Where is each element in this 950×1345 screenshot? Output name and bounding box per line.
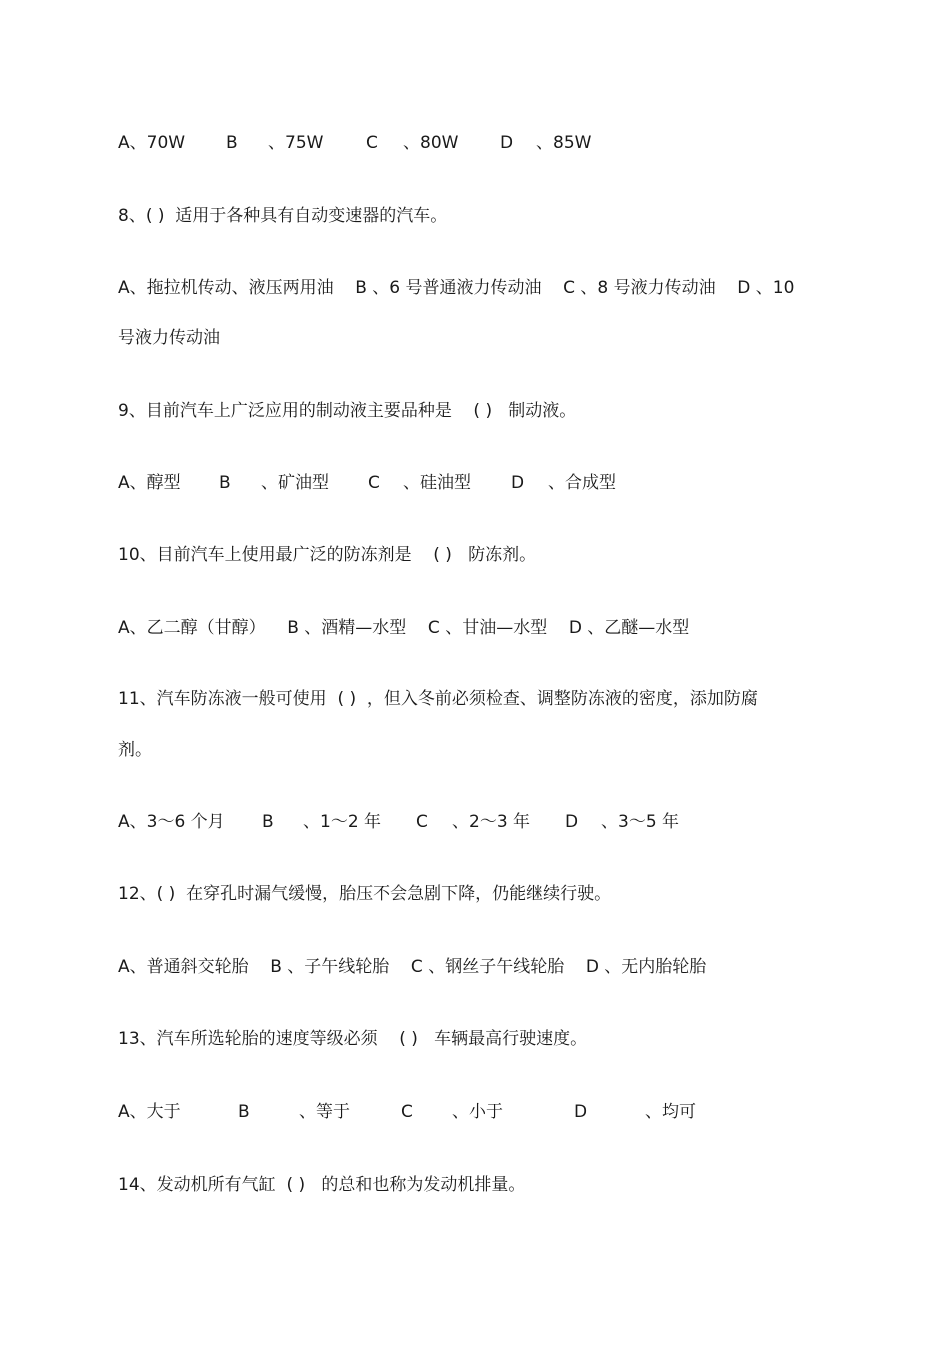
q13-option-d-value: 、均可 <box>645 1102 696 1122</box>
q9-option-c-value: 、硅油型 <box>403 473 471 493</box>
q7-option-c-letter: C <box>366 133 378 153</box>
q13-question: 13、汽车所选轮胎的速度等级必须 ( ) 车辆最高行驶速度。 <box>118 1029 588 1049</box>
q9-option-a: A、醇型 <box>118 473 181 493</box>
q13-option-b-letter: B <box>238 1102 250 1122</box>
q7-option-a: A、70W <box>118 133 186 153</box>
q9-option-b-letter: B <box>219 473 231 493</box>
q9-option-d-letter: D <box>511 473 525 493</box>
q13-option-c-value: 、小于 <box>452 1102 503 1122</box>
q9-option-c-letter: C <box>368 473 380 493</box>
q13-option-d-letter: D <box>574 1102 588 1122</box>
q7-option-b-letter: B <box>226 133 238 153</box>
q11-option-d-value: 、3～5 年 <box>601 812 680 832</box>
q8-options-line1: A、拖拉机传动、液压两用油 B 、6 号普通液力传动油 C 、8 号液力传动油 D 、10 <box>118 278 795 298</box>
q11-option-b-letter: B <box>262 812 274 832</box>
q10-options: A、乙二醇（甘醇） B 、酒精—水型 C 、甘油—水型 D 、乙醚—水型 <box>118 618 690 638</box>
q11-option-c-letter: C <box>416 812 428 832</box>
q11-option-c-value: 、2～3 年 <box>452 812 531 832</box>
q10-question: 10、目前汽车上使用最广泛的防冻剂是 ( ) 防冻剂。 <box>118 545 537 565</box>
q13-option-a: A、大于 <box>118 1102 181 1122</box>
q11-option-b-value: 、1～2 年 <box>303 812 382 832</box>
q13-option-c-letter: C <box>401 1102 413 1122</box>
q9-option-b-value: 、矿油型 <box>261 473 329 493</box>
q8-options-line2: 号液力传动油 <box>118 328 220 348</box>
q13-option-b-value: 、等于 <box>299 1102 350 1122</box>
q9-question: 9、目前汽车上广泛应用的制动液主要品种是 ( ) 制动液。 <box>118 401 577 421</box>
q11-option-d-letter: D <box>565 812 579 832</box>
q11-option-a: A、3～6 个月 <box>118 812 225 832</box>
q7-option-d-letter: D <box>500 133 514 153</box>
q7-option-b-value: 、75W <box>268 133 324 153</box>
q9-option-d-value: 、合成型 <box>548 473 616 493</box>
q7-option-c-value: 、80W <box>403 133 459 153</box>
q11-question-line1: 11、汽车防冻液一般可使用 ( ) ，但入冬前必须检查、调整防冻液的密度，添加防腐 <box>118 689 758 709</box>
q14-question: 14、发动机所有气缸 ( ) 的总和也称为发动机排量。 <box>118 1175 526 1195</box>
q8-question: 8、( ) 适用于各种具有自动变速器的汽车。 <box>118 206 448 226</box>
q11-question-line2: 剂。 <box>118 740 152 760</box>
q12-question: 12、( ) 在穿孔时漏气缓慢，胎压不会急剧下降，仍能继续行驶。 <box>118 884 612 904</box>
q7-option-d-value: 、85W <box>536 133 592 153</box>
q12-options: A、普通斜交轮胎 B 、子午线轮胎 C 、钢丝子午线轮胎 D 、无内胎轮胎 <box>118 957 707 977</box>
